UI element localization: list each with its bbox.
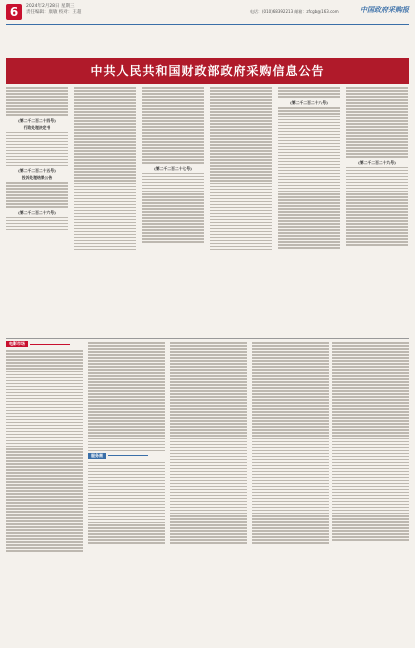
date-line: 2024年2月28日 星期三 [26, 4, 75, 9]
page-header [0, 0, 415, 40]
editor-line: 责任编辑：康敏 校对：王超 [26, 10, 82, 15]
paper-name: 中国政府采购报 [360, 5, 409, 14]
page-number: 6 [6, 4, 22, 20]
header-rule [6, 24, 409, 25]
lower-column-2 [88, 341, 165, 642]
section-subheading: 行政处理决定书 [23, 124, 51, 130]
section-heading: (第二千二百二十八号) [290, 99, 328, 105]
section-divider [6, 338, 409, 339]
section-heading: (第二千二百二十六号) [18, 209, 56, 215]
issue-meta [26, 4, 81, 16]
announcement-section [6, 86, 409, 336]
column-5 [278, 86, 340, 336]
column-6 [346, 86, 408, 336]
lower-column-3 [170, 341, 247, 642]
section-heading: (第二千二百二十七号) [154, 165, 192, 171]
lower-column-5 [332, 341, 409, 642]
column-4 [210, 86, 272, 336]
section-tag: 电影市场 [6, 341, 28, 347]
section-heading: (第二千二百二十五号) [18, 168, 56, 174]
column-1 [6, 86, 68, 336]
lower-column-4 [252, 341, 329, 642]
column-3 [142, 86, 204, 336]
section-heading: (第二千二百二十四号) [18, 117, 56, 123]
section-tag: 服务商 [88, 453, 106, 459]
section-subheading: 投诉处理结果公告 [21, 175, 53, 181]
contact-line: 电话：(010)68392213 邮箱：zfcgb@163.com [250, 9, 339, 14]
title-banner [6, 58, 409, 84]
tag-bar [88, 453, 165, 460]
tag-bar [6, 341, 83, 348]
section-heading: (第二千二百二十九号) [358, 159, 396, 165]
column-2 [74, 86, 136, 336]
banner-title: 中共人民共和国财政部政府采购信息公告 [90, 64, 325, 78]
lower-column-1 [6, 341, 83, 642]
ads-section [6, 341, 409, 642]
